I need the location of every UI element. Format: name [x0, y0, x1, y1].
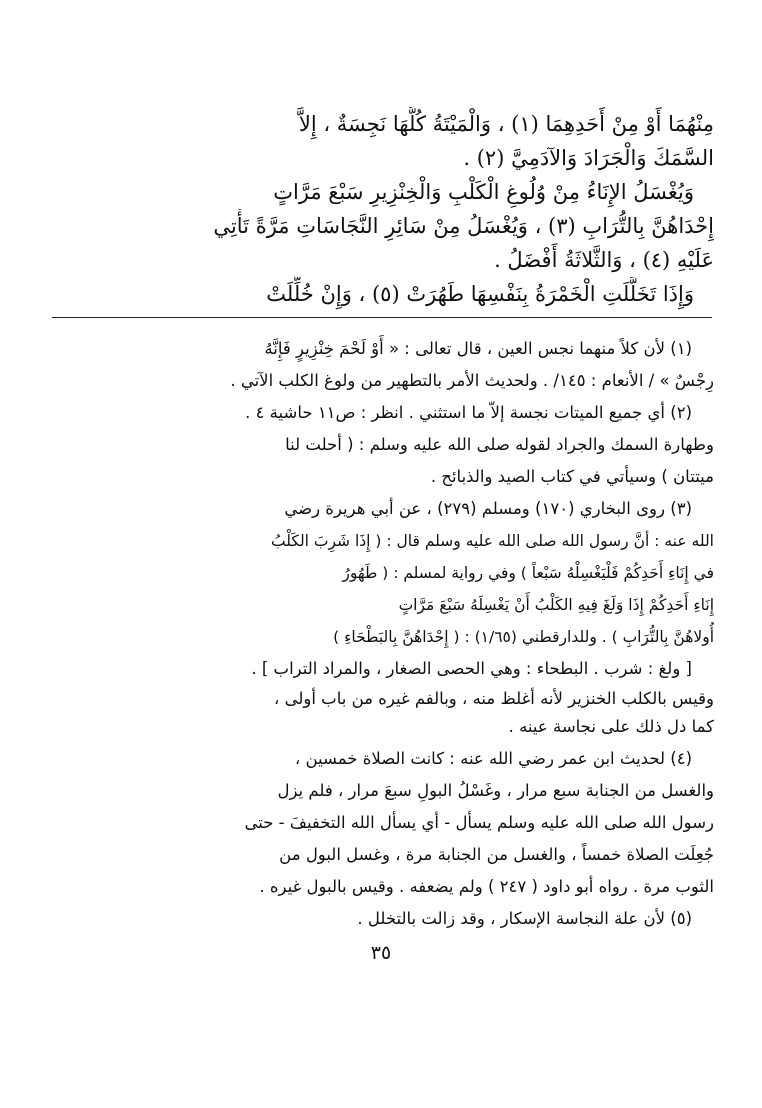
- footnote-separator-rule: [52, 317, 712, 318]
- footnote-3-line-7: وقيس بالكلب الخنزير لأنه أغلظ منه ، وبالفم غيره من باب أولى ،: [274, 689, 714, 708]
- main-text-line-5: عَلَيْهِ (٤) ، وَالثَّلاثَةُ أَفْضَلُ .: [494, 248, 714, 272]
- main-text-line-4: إِحْدَاهُنَّ بِالتُّرَابِ (٣) ، وَيُغْسَلُ مِنْ سَائِرِ النَّجَاسَاتِ مَرَّةً تَأْتِي: [213, 214, 714, 238]
- footnote-2-line-3: ميتتان ) وسيأتي في كتاب الصيد والذبائح .: [430, 467, 714, 486]
- footnote-3-line-1: (٣) روى البخاري (١٧٠) ومسلم (٢٧٩) ، عن أبي هريرة رضي: [284, 499, 692, 518]
- main-text-line-3: وَيُغْسَلُ الإِنَاءُ مِنْ وُلُوغِ الْكَلْبِ وَالْخِنْزِيرِ سَبْعَ مَرَّاتٍ: [273, 180, 694, 204]
- footnote-3-line-4: إِنَاءِ أَحَدِكُمْ إِذَا وَلَغَ فِيهِ الكَلْبُ أَنْ يَغْسِلَهُ سَبْعَ مَرَّاتٍ: [398, 596, 714, 614]
- footnote-3-line-2: الله عنه : أنَّ رسول الله صلى الله عليه وسلم قال : ( إِذَا شَرِبَ الكَلْبُ: [271, 532, 714, 550]
- footnote-3-line-3: في إِنَاءِ أَحَدِكُمْ فَلْيَغْسِلْهُ سَبْعاً ) وفي رواية لمسلم : ( طَهُورُ: [342, 564, 714, 582]
- main-text-line-2: السَّمَكَ وَالْجَرَادَ وَالآدَمِيَّ (٢) .: [463, 146, 714, 170]
- footnote-1-line-1: (١) لأن كلاً منهما نجس العين ، قال تعالى : « أَوْ لَحْمَ خِنْزِيرٍ فَإِنَّهُ: [264, 339, 692, 358]
- main-text-line-6: وَإِذَا تَخَلَّلَتِ الْخَمْرَةُ بِنَفْسِهَا طَهُرَتْ (٥) ، وَإِنْ خُلِّلَتْ: [266, 282, 694, 306]
- main-text-line-1: مِنْهُمَا أَوْ مِنْ أَحَدِهِمَا (١) ، وَالْمَيْتَةُ كُلُّهَا نَجِسَةٌ ، إِلاَّ: [298, 112, 714, 136]
- footnote-2-line-2: وطهارة السمك والجراد لقوله صلى الله عليه وسلم : ( أحلت لنا: [285, 435, 714, 454]
- footnote-2-line-1: (٢) أي جميع الميتات نجسة إلاّ ما استثني . انظر : ص١١ حاشية ٤ .: [245, 403, 692, 422]
- footnote-4-line-3: رسول الله صلى الله عليه وسلم يسأل - أي يسأل الله التخفيفَ - حتى: [244, 813, 714, 832]
- footnote-4-line-2: والغسل من الجنابة سبع مرار ، وغَسْلُ البولِ سبعَ مرار ، فلم يزل: [277, 781, 714, 800]
- footnote-1-line-2: رِجْسٌ » / الأنعام : ١٤٥/ . ولحديث الأمر بالتطهير من ولوغ الكلب الآتي .: [230, 371, 714, 390]
- footnote-4-line-1: (٤) لحديث ابن عمر رضي الله عنه : كانت الصلاة خمسين ،: [294, 749, 692, 768]
- page-number: ٣٥: [370, 942, 392, 964]
- footnote-3-line-5: أُولاهُنَّ بِالتُّرَابِ ) . وللدارقطني (١/٦٥) : ( إِحْدَاهُنَّ بِالبَطْحَاءِ ): [333, 628, 714, 646]
- footnote-4-line-5: الثوب مرة . رواه أبو داود ( ٢٤٧ ) ولم يضعفه . وقيس بالبول غيره .: [259, 877, 714, 896]
- footnote-5-line-1: (٥) لأن علة النجاسة الإسكار ، وقد زالت بالتخلل .: [357, 909, 692, 928]
- footnote-4-line-4: جُعِلَت الصلاة خمساً ، والغسل من الجنابة مرة ، وغسل البول من: [279, 845, 714, 864]
- footnote-3-line-8: كما دل ذلك على نجاسة عينه .: [508, 717, 714, 736]
- footnote-3-line-6: [ ولغ : شرب . البطحاء : وهي الحصى الصغار ، والمراد التراب ] .: [251, 659, 692, 678]
